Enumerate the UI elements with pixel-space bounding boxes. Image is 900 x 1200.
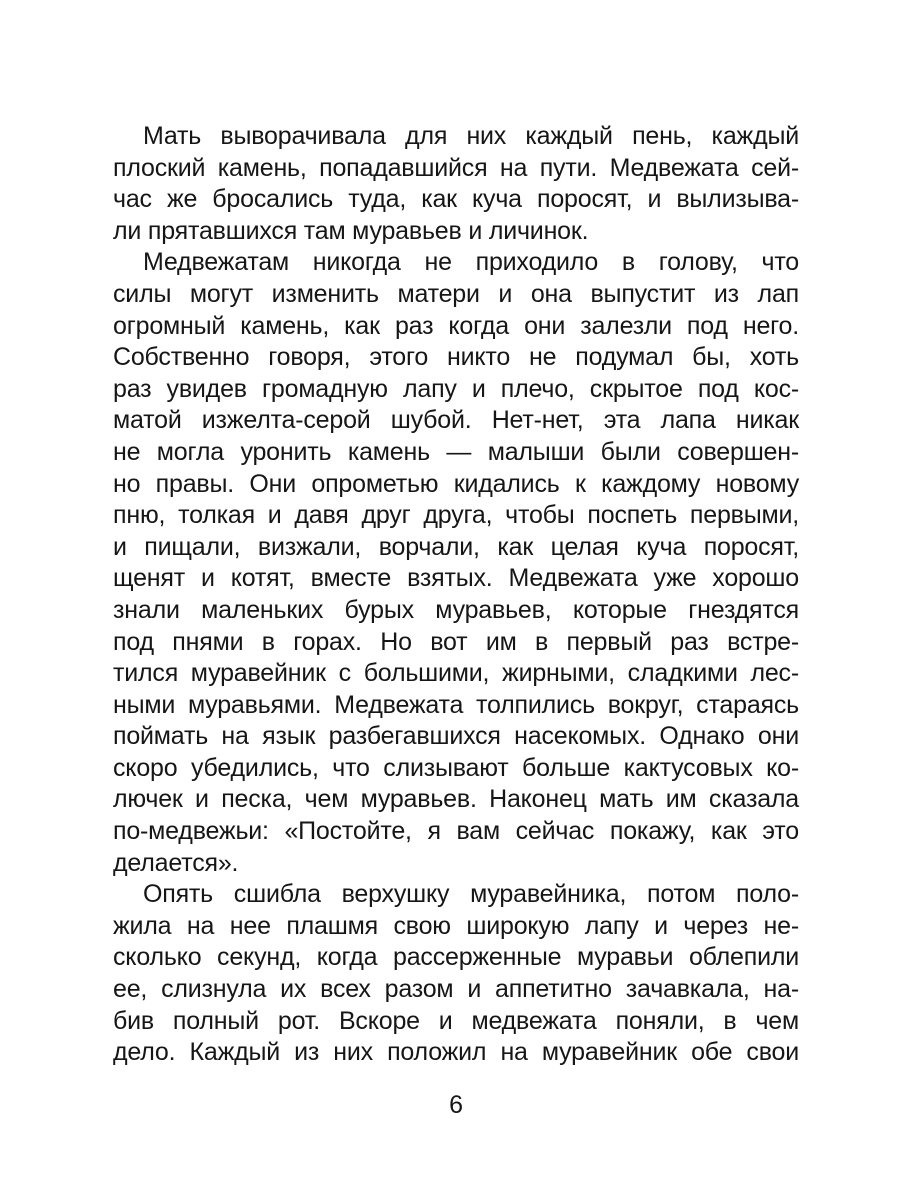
text-line: по-медвежьи: «Постойте, я вам сейчас покажу, как это (113, 817, 799, 846)
text-line: сколько секунд, когда рассерженные муравьи облепили (113, 943, 799, 972)
text-line: но правы. Они опрометью кидались к каждому новому (113, 469, 799, 498)
paragraph (113, 879, 799, 1069)
text-line: знали маленьких бурых муравьев, которые гнездятся (113, 595, 799, 624)
text-line: Медвежатам никогда не приходило в голову, что (143, 248, 799, 277)
text-line: под пнями в горах. Но вот им в первый раз встре- (113, 627, 799, 656)
page-number: 6 (449, 1090, 463, 1119)
text-line: лючек и песка, чем муравьев. Наконец мать им сказала (113, 785, 799, 814)
text-line: огромный камень, как раз когда они залезли под него. (113, 311, 799, 340)
paragraph (113, 247, 799, 879)
text-line: и пищали, визжали, ворчали, как целая куча поросят, (113, 532, 799, 561)
text-line: бив полный рот. Вскоре и медвежата поняли, в чем (113, 1006, 799, 1035)
text-line: ными муравьями. Медвежата толпились вокруг, стараясь (113, 690, 799, 719)
text-line: Собственно говоря, этого никто не подумал бы, хоть (113, 343, 799, 372)
text-line: час же бросались туда, как куча поросят, и вылизыва- (113, 185, 799, 214)
text-line: пню, толкая и давя друг друга, чтобы поспеть первыми, (113, 501, 799, 530)
text-line: дело. Каждый из них положил на муравейник обе свои (113, 1038, 799, 1067)
text-line: матой изжелта-серой шубой. Нет-нет, эта лапа никак (113, 406, 799, 435)
text-line: поймать на язык разбегавшихся насекомых. Однако они (113, 722, 799, 751)
text-line: плоский камень, попадавшийся на пути. Медвежата сей- (113, 153, 799, 182)
text-line: ли прятавшихся там муравьев и личинок. (113, 216, 589, 245)
paragraph (113, 121, 799, 247)
text-line: раз увидев громадную лапу и плечо, скрытое под кос- (113, 374, 799, 403)
text-line: тился муравейник с большими, жирными, сладкими лес- (113, 659, 799, 688)
text-line: Мать выворачивала для них каждый пень, каждый (143, 122, 799, 150)
text-line: силы могут изменить матери и она выпустит из лап (113, 279, 799, 308)
text-column (113, 121, 799, 1121)
text-line: не могла уронить камень — малыши были совершен- (113, 437, 799, 466)
text-line: ее, слизнула их всех разом и аппетитно зачавкала, на- (113, 975, 799, 1004)
text-line: делается». (113, 848, 239, 877)
text-line: скоро убедились, что слизывают больше кактусовых ко- (113, 753, 799, 782)
text-line: жила на нее плашмя свою широкую лапу и через не- (113, 911, 799, 940)
text-line: Опять сшибла верхушку муравейника, потом поло- (143, 880, 799, 909)
text-line: щенят и котят, вместе взятых. Медвежата уже хорошо (113, 564, 799, 593)
